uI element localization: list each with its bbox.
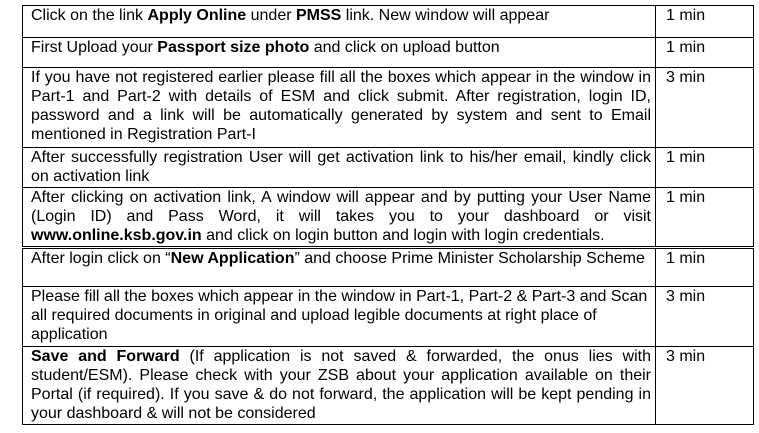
step-text: After login click on “ [31,250,171,267]
step-description [23,188,656,248]
apply-online-link-label: Apply Online [147,7,247,24]
step-time: 1 min [656,38,754,68]
step-description [23,347,656,425]
step-description [23,38,656,68]
table-row [23,188,754,248]
step-time: 1 min [656,6,754,38]
step-text: After clicking on activation link, A window will appear and by putting your User Name (Login ID) and Pass Word, it will takes you to your dashboard or visit [31,189,651,225]
passport-photo-label: Passport size photo [157,39,310,56]
table-row [23,287,754,347]
table-row [23,148,754,188]
step-description: Please fill all the boxes which appear in the window in Part-1, Part-2 & Part-3 and Scan all required documents in original and upload legible documents at right place of application [23,287,656,347]
step-time: 3 min [656,68,754,148]
website-link[interactable]: www.online.ksb.gov.in [31,227,202,244]
save-forward-label: Save and Forward [31,348,180,365]
step-text: link. New window will appear [341,7,550,24]
step-text: under [246,7,296,24]
steps-table [22,5,754,425]
step-text: Click on the link [31,7,148,24]
step-text: (If application is not saved & forwarded, the onus lies with student/ESM). Please check with your ZSB about your application available on their Portal (if required). If you save & do not forward, the application will be kept pending in your dashboard & will not be considered [31,348,651,422]
step-time: 3 min [656,287,754,347]
step-description: If you have not registered earlier please fill all the boxes which appear in the window in Part-1 and Part-2 with details of ESM and click submit. After registration, login ID, password and a link will be automatically generated by system and sent to Email mentioned in Registration Part-I [23,68,656,148]
table-row [23,347,754,425]
table-row [23,38,754,68]
step-description [23,248,656,287]
pmss-label: PMSS [295,7,342,24]
step-description [23,6,656,38]
step-time: 1 min [656,248,754,287]
table-row [23,68,754,148]
step-time: 1 min [656,188,754,248]
table-row [23,248,754,287]
step-time: 3 min [656,347,754,425]
table-row [23,6,754,38]
step-text: and click on upload button [309,39,500,56]
new-application-label: New Application [170,250,295,267]
step-description: After successfully registration User will get activation link to his/her email, kindly click on activation link [23,148,656,188]
step-text: First Upload your [31,39,158,56]
step-text: and click on login button and login with login credentials. [201,227,605,244]
step-time: 1 min [656,148,754,188]
step-text: ” and choose Prime Minister Scholarship Scheme [294,250,645,267]
